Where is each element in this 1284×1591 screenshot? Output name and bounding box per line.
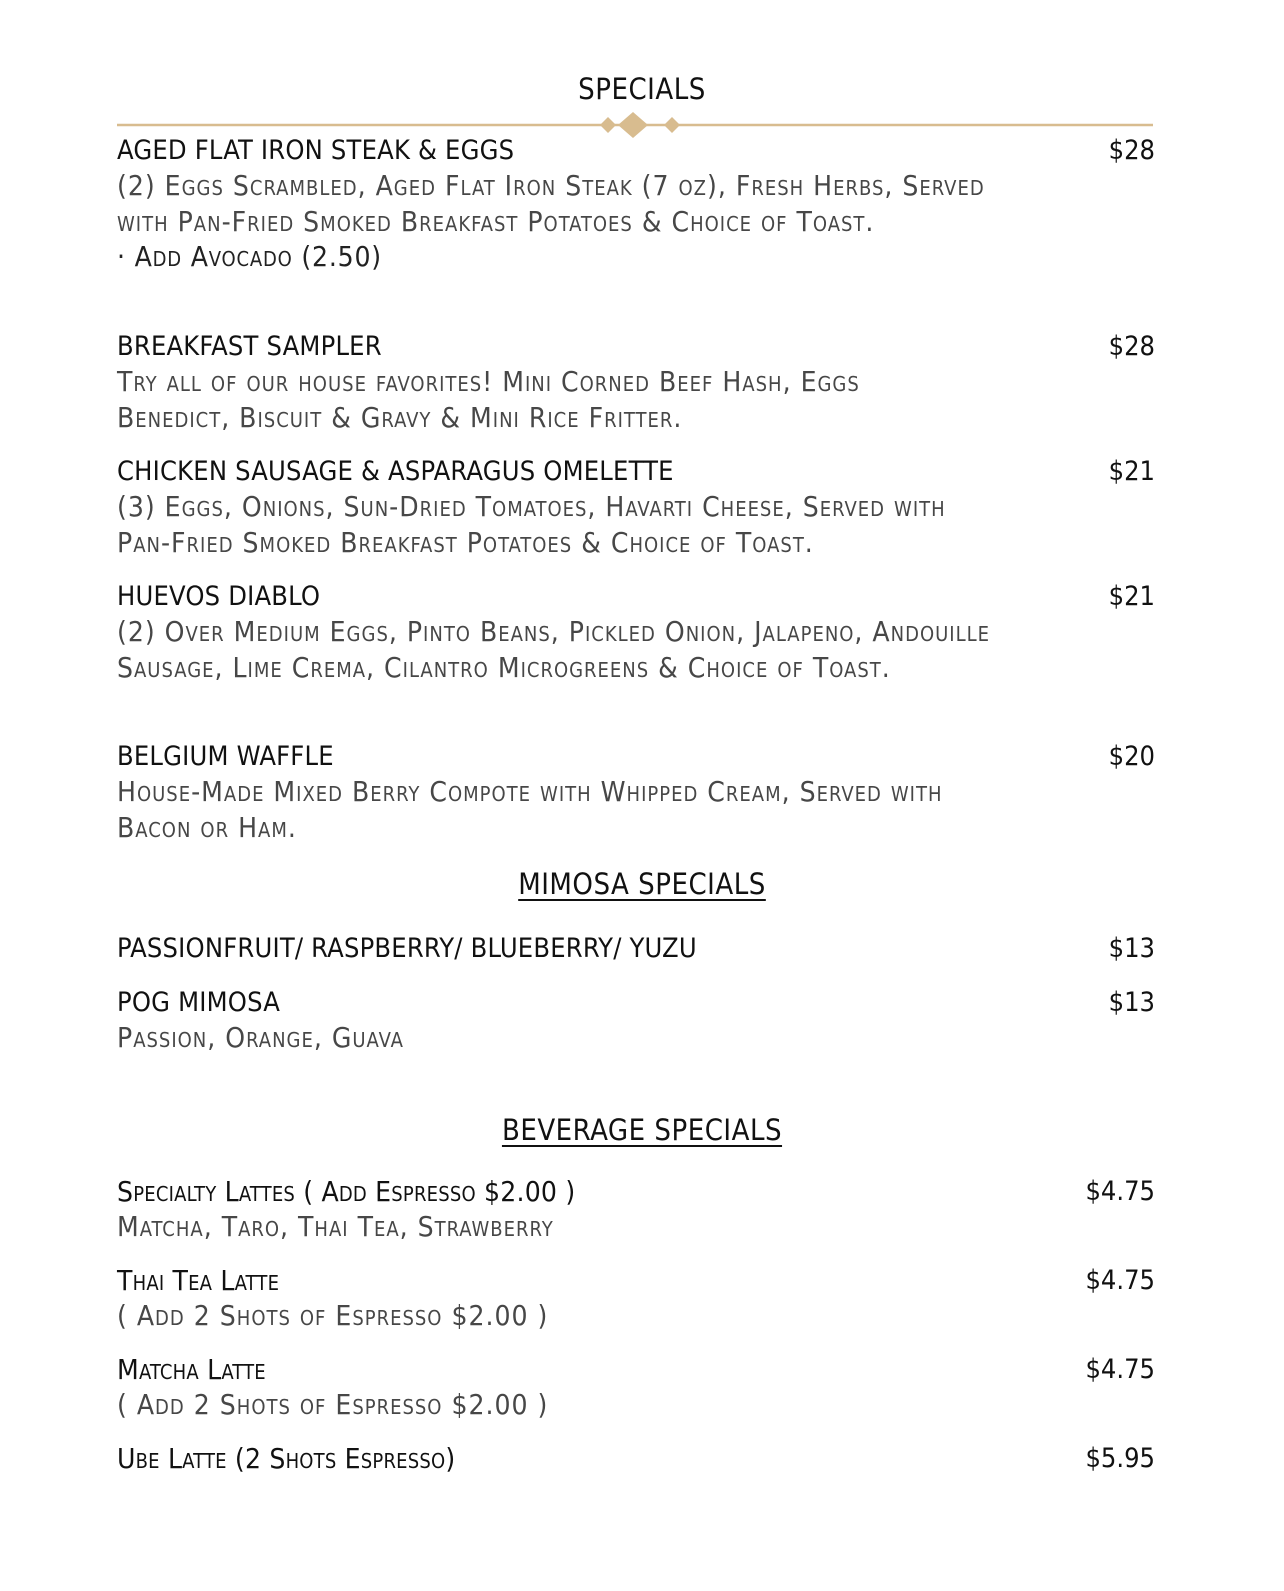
item-description: Passion, Orange, Guava bbox=[117, 1021, 404, 1054]
item-price: $13 bbox=[1108, 933, 1155, 964]
mimosa-specials-title bbox=[0, 867, 1284, 901]
item-price: $4.75 bbox=[1085, 1176, 1155, 1207]
item-description: ( Add 2 Shots of Espresso $2.00 ) bbox=[117, 1299, 549, 1332]
item-description: ( Add 2 Shots of Espresso $2.00 ) bbox=[117, 1388, 549, 1421]
menu-item-steak-eggs bbox=[117, 134, 1155, 275]
item-name: AGED FLAT IRON STEAK & EGGS bbox=[117, 135, 515, 166]
specials-title: SPECIALS bbox=[578, 72, 706, 106]
item-price: $28 bbox=[1108, 331, 1155, 362]
item-description: (3) Eggs, Onions, Sun-Dried Tomatoes, Havarti Cheese, Served with Pan-Fried Smoked Breakfast Potatoes & Choice of Toast. bbox=[117, 490, 946, 559]
item-name: BELGIUM WAFFLE bbox=[117, 741, 334, 772]
item-name: Matcha Latte bbox=[117, 1353, 266, 1386]
mimosa-specials-title-text: MIMOSA SPECIALS bbox=[518, 867, 766, 901]
item-description: (2) Over Medium Eggs, Pinto Beans, Pickled Onion, Jalapeno, Andouille Sausage, Lime Crema, Cilantro Microgreens & Choice of Toast. bbox=[117, 615, 991, 684]
item-addon: · Add Avocado (2.50) bbox=[117, 240, 382, 273]
menu-item-breakfast-sampler bbox=[117, 330, 1155, 435]
item-name: BREAKFAST SAMPLER bbox=[117, 331, 382, 362]
menu-item-thai-tea-latte bbox=[117, 1264, 1155, 1334]
item-description: House-Made Mixed Berry Compote with Whipped Cream, Served with Bacon or Ham. bbox=[117, 775, 943, 844]
menu-item-pog-mimosa bbox=[117, 986, 1155, 1056]
menu-item-ube-latte bbox=[117, 1442, 1155, 1476]
item-price: $4.75 bbox=[1085, 1354, 1155, 1385]
item-name: Ube Latte (2 Shots Espresso) bbox=[117, 1442, 456, 1475]
menu-item-mimosa-flavors bbox=[117, 932, 1155, 966]
item-name: PASSIONFRUIT/ RASPBERRY/ BLUEBERRY/ YUZU bbox=[117, 933, 697, 964]
item-name: POG MIMOSA bbox=[117, 987, 281, 1018]
item-name: HUEVOS DIABLO bbox=[117, 581, 321, 612]
item-description: Matcha, Taro, Thai Tea, Strawberry bbox=[117, 1210, 554, 1243]
menu-item-belgium-waffle bbox=[117, 740, 1155, 845]
item-name: Thai Tea Latte bbox=[117, 1264, 280, 1297]
item-price: $20 bbox=[1108, 741, 1155, 772]
item-price: $13 bbox=[1108, 987, 1155, 1018]
item-description: (2) Eggs Scrambled, Aged Flat Iron Steak (7 oz), Fresh Herbs, Served with Pan-Fried Smoked Breakfast Potatoes & Choice of Toast. bbox=[117, 169, 985, 238]
item-price: $21 bbox=[1108, 456, 1155, 487]
menu-item-matcha-latte bbox=[117, 1353, 1155, 1423]
menu-item-huevos-diablo bbox=[117, 580, 1155, 685]
menu-item-omelette bbox=[117, 455, 1155, 560]
beverage-specials-title bbox=[0, 1113, 1284, 1147]
item-name: Specialty Lattes ( Add Espresso $2.00 ) bbox=[117, 1175, 576, 1208]
item-name: CHICKEN SAUSAGE & ASPARAGUS OMELETTE bbox=[117, 456, 674, 487]
item-price: $4.75 bbox=[1085, 1265, 1155, 1296]
item-description: Try all of our house favorites! Mini Corned Beef Hash, Eggs Benedict, Biscuit & Gravy & Mini Rice Fritter. bbox=[117, 365, 860, 434]
beverage-specials-title-text: BEVERAGE SPECIALS bbox=[501, 1113, 783, 1147]
menu-item-specialty-lattes bbox=[117, 1175, 1155, 1245]
item-price: $21 bbox=[1108, 581, 1155, 612]
item-price: $28 bbox=[1108, 135, 1155, 166]
item-price: $5.95 bbox=[1085, 1443, 1155, 1474]
